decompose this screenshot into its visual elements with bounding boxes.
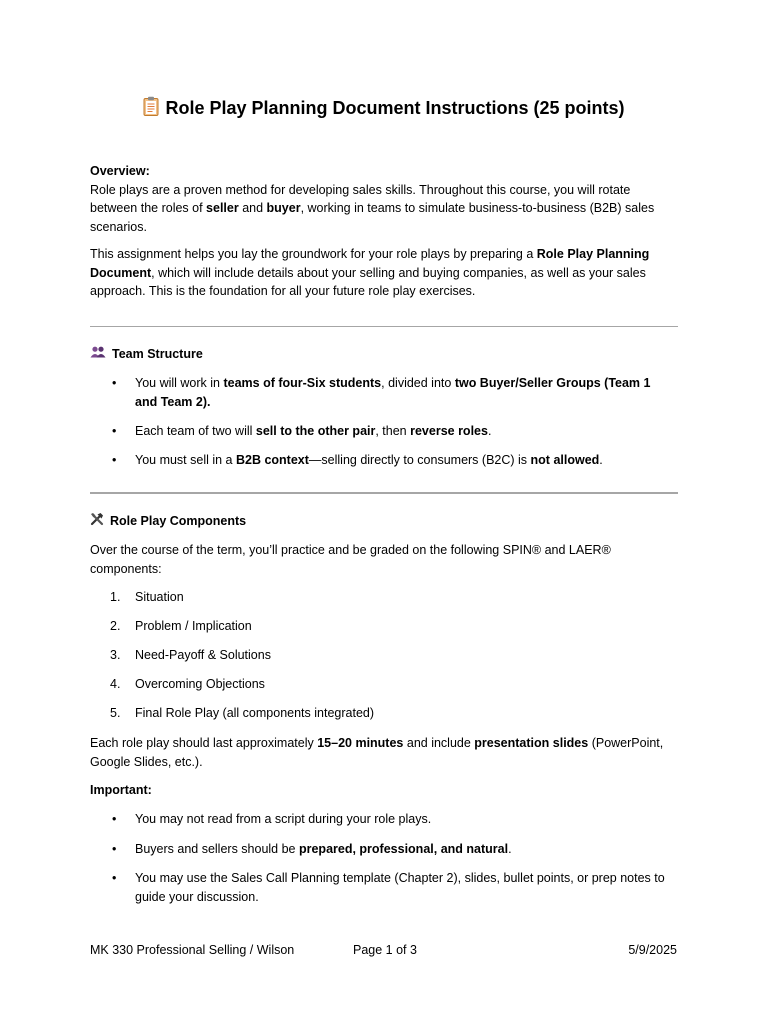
clipboard-icon xyxy=(143,96,159,121)
team-structure-heading: Team Structure xyxy=(90,346,203,361)
overview-heading: Overview: xyxy=(90,164,150,178)
divider xyxy=(90,326,678,327)
footer-date: 5/9/2025 xyxy=(628,943,677,957)
document-page: Role Play Planning Document Instructions (25 points) Overview: Role plays are a proven method for developing sales skills. Throughout this course, you will rotate between the roles of seller and buyer, working in teams to simulate business-to-business (B2B) sales scenarios. This assignment helps you lay the groundwork for your role plays by preparing a Role Play Planning Document, which will include details about your selling and buying companies, as well as your sales approach. This is the foundation for all your future role play exercises. Team Structure • You will work in teams of four-Six students, divided into two Buyer/Seller Groups (Team 1 and Team 2). • Each team of two will sell to the other pair, then reverse roles. • You must sell in a B2B context—selling directly to consumers (B2C) is not allowed. Role Play Components Over the course of the term, you’ll practice and be graded on the following SPIN® and LAER® components: 1. Situation 2. Problem / Implication 3. Need-Payoff & Solutions 4. Overcoming Objections 5. Final Role Play (all components integrated) Each role play should last approximately 15–20 minutes and include presentation slides (PowerPoint, Google Slides, etc.). Important: • You may not read from a script during your role plays. • Buyers and sellers should be prepared, professional, and natural. • You may use the Sales Call Planning template (Chapter 2), slides, bullet points, or prep notes to guide your discussion. MK 330 Professional Selling / Wilson Page 1 of 3 5/9/2025 xyxy=(0,0,768,1024)
title-text: Role Play Planning Document Instructions (25 points) xyxy=(165,98,625,118)
tools-icon xyxy=(90,512,104,529)
components-intro: Over the course of the term, you’ll practice and be graded on the following SPIN® and LAER® components: xyxy=(90,543,611,576)
overview-paragraph-1: Role plays are a proven method for developing sales skills. Throughout this course, you will rotate between the roles of seller and buyer, working in teams to simulate business-to-business (B2B) sales scenarios. xyxy=(90,182,655,234)
overview-paragraph-2: This assignment helps you lay the groundwork for your role plays by preparing a Role Play Planning Document, which will include details about your selling and buying companies, as well as your sales approach. This is the foundation for all your future role play exercises. xyxy=(90,247,650,298)
duration-paragraph: Each role play should last approximately 15–20 minutes and include presentation slides (PowerPoint, Google Slides, etc.). xyxy=(90,736,664,769)
role-play-components-heading: Role Play Components xyxy=(90,512,246,529)
people-icon xyxy=(90,346,106,361)
footer-page-number: Page 1 of 3 xyxy=(353,943,417,957)
divider xyxy=(90,492,678,494)
overview-section xyxy=(90,162,680,301)
page-title xyxy=(0,96,768,121)
footer-left: MK 330 Professional Selling / Wilson xyxy=(90,943,295,957)
important-heading: Important: xyxy=(90,783,152,797)
